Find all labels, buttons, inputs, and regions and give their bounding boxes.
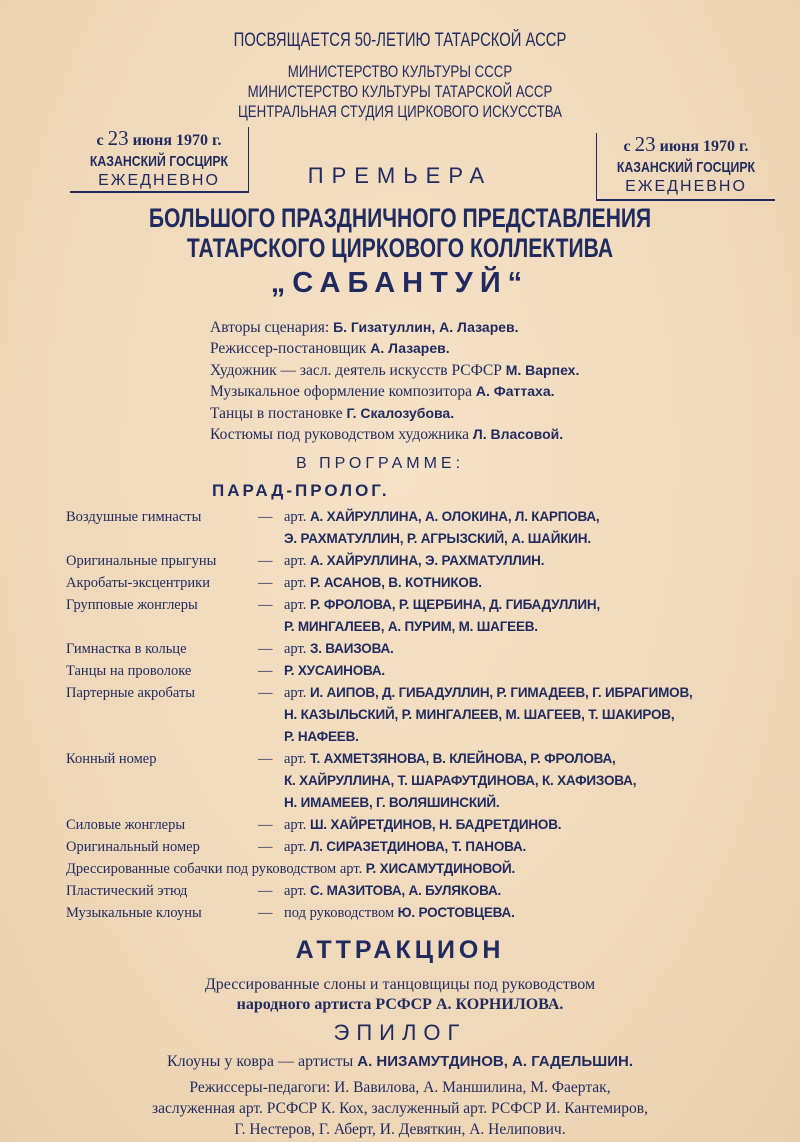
date-month-year: июня 1970 г. xyxy=(659,138,749,155)
program-act xyxy=(66,880,800,902)
dash xyxy=(258,792,284,814)
program-act xyxy=(66,836,800,858)
program-act xyxy=(66,748,800,770)
act-name: Партерные акробаты xyxy=(66,685,196,701)
dash xyxy=(258,704,284,726)
credit-line xyxy=(210,381,579,402)
credit-names: Г. Скалозубова. xyxy=(346,404,455,421)
act-name: Оригинальный номер xyxy=(66,839,200,855)
performer-names: Н. КАЗЫЛЬСКИЙ, Р. МИНГАЛЕЕВ, М. ШАГЕЕВ, Т. ШАКИРОВ, xyxy=(284,707,675,722)
credit-names: А. Фаттаха. xyxy=(475,383,555,400)
act-name xyxy=(66,704,258,726)
dash: — xyxy=(258,553,273,569)
performer-names: З. ВАИЗОВА. xyxy=(309,641,394,656)
performers xyxy=(284,726,800,748)
act-line xyxy=(66,858,800,880)
performer-names: И. АИПОВ, Д. ГИБАДУЛЛИН, Р. ГИМАДЕЕВ, Г. ИБРАГИМОВ, xyxy=(309,685,693,700)
credit-role: Костюмы под руководством художника xyxy=(210,426,470,444)
performers xyxy=(284,704,800,726)
performer-prefix: арт. xyxy=(284,641,307,657)
performer-names: А. ХАЙРУЛЛИНА, А. ОЛОКИНА, Л. КАРПОВА, xyxy=(309,509,600,524)
act-name xyxy=(66,792,258,814)
performers xyxy=(284,682,800,704)
dash: — xyxy=(258,839,273,855)
dash: — xyxy=(258,509,273,525)
credit-line xyxy=(210,424,579,445)
performers xyxy=(284,660,800,682)
performer-names: Р. ФРОЛОВА, Р. ЩЕРБИНА, Д. ГИБАДУЛЛИН, xyxy=(309,597,601,612)
performers: Р. ХИСАМУТДИНОВОЙ. xyxy=(365,861,516,876)
dash xyxy=(258,770,284,792)
organizations xyxy=(88,62,712,122)
performer-names: Т. АХМЕТЗЯНОВА, В. КЛЕЙНОВА, Р. ФРОЛОВА, xyxy=(309,751,616,766)
org-line: МИНИСТЕРСТВО КУЛЬТУРЫ СССР xyxy=(287,62,513,81)
credit-names: Б. Гизатуллин, А. Лазарев. xyxy=(333,319,519,335)
act-name: Гимнастка в кольце xyxy=(66,641,187,657)
credit-line xyxy=(210,317,579,338)
act-name: Танцы на проволоке xyxy=(66,663,192,679)
performer-prefix: арт. xyxy=(284,575,307,591)
show-title: „САБАНТУЙ“ xyxy=(270,267,530,299)
performers xyxy=(284,528,800,550)
date-month-year: июня 1970 г. xyxy=(132,132,222,149)
schedule: ЕЖЕДНЕВНО xyxy=(98,172,220,189)
performer-prefix: арт. xyxy=(284,509,307,525)
credit-role: Танцы в постановке xyxy=(210,404,343,422)
performers xyxy=(284,550,800,572)
dash: — xyxy=(258,663,273,679)
org-line: ЦЕНТРАЛЬНАЯ СТУДИЯ ЦИРКОВОГО ИСКУССТВА xyxy=(237,102,563,121)
performer-names: Ю. РОСТОВЦЕВА. xyxy=(397,905,515,920)
program-act-continued xyxy=(66,704,800,726)
attraction-line-2: народного артиста РСФСР А. КОРНИЛОВА. xyxy=(236,996,564,1013)
performer-prefix: арт. xyxy=(284,751,307,767)
org-line: МИНИСТЕРСТВО КУЛЬТУРЫ ТАТАРСКОЙ АССР xyxy=(247,82,553,101)
clowns-names: А. НИЗАМУТДИНОВ, А. ГАДЕЛЬШИН. xyxy=(357,1053,633,1070)
program-act xyxy=(66,572,800,594)
performers xyxy=(284,902,800,924)
performer-names: А. ХАЙРУЛЛИНА, Э. РАХМАТУЛЛИН. xyxy=(309,553,545,568)
date-day: 23 xyxy=(634,132,656,156)
program-act-continued xyxy=(66,528,800,550)
dash: — xyxy=(258,685,273,701)
title-line-1: БОЛЬШОГО ПРАЗДНИЧНОГО ПРЕДСТАВЛЕНИЯ xyxy=(148,203,652,233)
performers xyxy=(284,748,800,770)
dash: — xyxy=(258,575,273,591)
performer-names: Р. ХУСАИНОВА. xyxy=(284,663,385,678)
epilogue-clowns xyxy=(0,1053,800,1071)
act-name: Групповые жонглеры xyxy=(66,597,198,613)
credit-names: А. Лазарев. xyxy=(370,340,450,357)
act-name xyxy=(66,726,258,748)
performers xyxy=(284,638,800,660)
act-name: Воздушные гимнасты xyxy=(66,509,202,525)
dash xyxy=(258,528,284,550)
credit-line xyxy=(210,338,579,359)
teachers-line: заслуженная арт. РСФСР К. Кох, заслуженный арт. РСФСР И. Кантемиров, xyxy=(152,1100,648,1117)
performers xyxy=(284,836,800,858)
attraction-line-1: Дрессированные слоны и танцовщицы под руководством xyxy=(204,976,596,993)
program-act xyxy=(66,506,800,528)
dash: — xyxy=(258,883,273,899)
venue: КАЗАНСКИЙ ГОСЦИРК xyxy=(616,159,756,176)
dedication: ПОСВЯЩАЕТСЯ 50-ЛЕТИЮ ТАТАРСКОЙ АССР xyxy=(233,30,567,51)
performer-prefix: под руководством xyxy=(284,905,395,921)
performer-names: Э. РАХМАТУЛЛИН, Р. АГРЫЗСКИЙ, А. ШАЙКИН. xyxy=(284,531,591,546)
act-name: Акробаты-эксцентрики xyxy=(66,575,210,591)
act-name: Музыкальные клоуны xyxy=(66,905,202,921)
schedule: ЕЖЕДНЕВНО xyxy=(625,178,747,195)
performer-prefix: арт. xyxy=(284,883,307,899)
act-name xyxy=(66,616,258,638)
performers xyxy=(284,572,800,594)
dash xyxy=(258,726,284,748)
title-line-2: ТАТАРСКОГО ЦИРКОВОГО КОЛЛЕКТИВА xyxy=(186,233,614,263)
credit-role: Авторы сценария: xyxy=(210,319,330,336)
program-heading: В ПРОГРАММЕ: xyxy=(295,455,465,472)
performer-names: Р. НАФЕЕВ. xyxy=(284,729,359,744)
act-name: Пластический этюд xyxy=(66,883,188,899)
program-act xyxy=(66,814,800,836)
epilogue-heading: ЭПИЛОГ xyxy=(333,1020,467,1045)
program-act-continued xyxy=(66,616,800,638)
performer-names: Н. ИМАМЕЕВ, Г. ВОЛЯШИНСКИЙ. xyxy=(284,795,500,810)
performer-names: Р. МИНГАЛЕЕВ, А. ПУРИМ, М. ШАГЕЕВ. xyxy=(284,619,538,634)
credit-line xyxy=(210,403,579,424)
credit-line xyxy=(210,360,579,381)
program-act xyxy=(66,682,800,704)
performers xyxy=(284,616,800,638)
performer-names: Ш. ХАЙРЕТДИНОВ, Н. БАДРЕТДИНОВ. xyxy=(309,817,562,832)
venue: КАЗАНСКИЙ ГОСЦИРК xyxy=(89,153,229,170)
teachers-line: Г. Нестеров, Г. Аберт, И. Девяткин, А. Нелипович. xyxy=(234,1121,566,1138)
date-day: 23 xyxy=(107,126,129,150)
credit-role: Музыкальное оформление композитора xyxy=(210,383,473,401)
dash xyxy=(258,616,284,638)
dash: — xyxy=(258,905,273,921)
clowns-role: Клоуны у ковра — артисты xyxy=(167,1053,354,1070)
performer-names: К. ХАЙРУЛЛИНА, Т. ШАРАФУТДИНОВА, К. ХАФИЗОВА, xyxy=(284,773,637,788)
attraction-heading: АТТРАКЦИОН xyxy=(295,936,505,964)
act-name: Оригинальные прыгуны xyxy=(66,553,217,569)
credits xyxy=(210,317,579,445)
credit-role: Режиссер-постановщик xyxy=(210,340,367,358)
act-name: Дрессированные собачки под руководством арт. xyxy=(66,861,363,877)
performer-prefix: арт. xyxy=(284,685,307,701)
performer-prefix: арт. xyxy=(284,553,307,569)
program-list xyxy=(66,506,800,924)
act-name xyxy=(66,770,258,792)
dash: — xyxy=(258,641,273,657)
performers xyxy=(284,506,800,528)
dash: — xyxy=(258,751,273,767)
program-act xyxy=(66,858,800,880)
performer-names: Л. СИРАЗЕТДИНОВА, Т. ПАНОВА. xyxy=(309,839,527,854)
date-prefix: с xyxy=(96,132,104,149)
performers xyxy=(284,770,800,792)
premiere-heading: ПРЕМЬЕРА xyxy=(307,163,493,188)
dash: — xyxy=(258,817,273,833)
act-name xyxy=(66,528,258,550)
act-name: Конный номер xyxy=(66,751,157,767)
program-act-continued xyxy=(66,792,800,814)
program-act xyxy=(66,638,800,660)
dash: — xyxy=(258,597,273,613)
performers xyxy=(284,814,800,836)
performers xyxy=(284,880,800,902)
performer-prefix: арт. xyxy=(284,597,307,613)
performer-prefix: арт. xyxy=(284,817,307,833)
performer-prefix: арт. xyxy=(284,839,307,855)
program-act xyxy=(66,594,800,616)
performers xyxy=(284,792,800,814)
performers xyxy=(284,594,800,616)
program-act xyxy=(66,660,800,682)
date-prefix: с xyxy=(623,138,631,155)
credit-names: Л. Власовой. xyxy=(472,426,564,443)
program-act-continued xyxy=(66,770,800,792)
credit-role: Художник — засл. деятель искусств РСФСР xyxy=(210,361,502,379)
performer-names: Р. АСАНОВ, В. КОТНИКОВ. xyxy=(309,575,482,590)
credit-names: М. Варпех. xyxy=(505,361,580,378)
act-name: Силовые жонглеры xyxy=(66,817,186,833)
program-act-continued xyxy=(66,726,800,748)
parade-prologue: ПАРАД-ПРОЛОГ. xyxy=(212,481,390,500)
performer-names: С. МАЗИТОВА, А. БУЛЯКОВА. xyxy=(309,883,502,898)
program-act xyxy=(66,902,800,924)
teachers-line: Режиссеры-педагоги: И. Вавилова, А. Маншилина, М. Фаертак, xyxy=(189,1079,611,1096)
epilogue-teachers xyxy=(0,1077,800,1140)
program-act xyxy=(66,550,800,572)
